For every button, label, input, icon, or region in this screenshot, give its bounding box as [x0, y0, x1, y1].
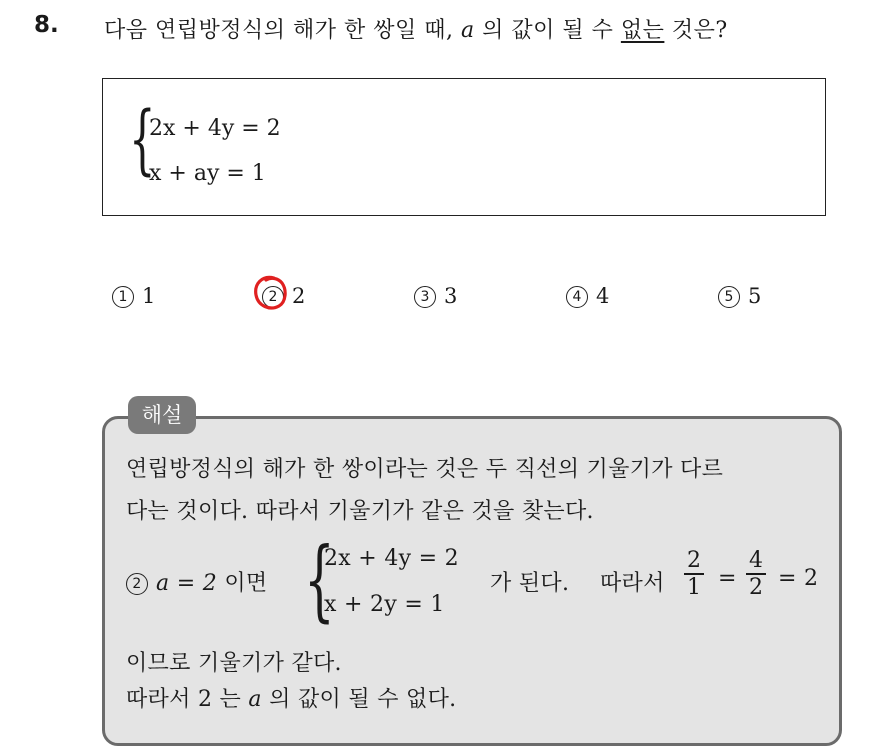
fraction-1: [684, 548, 704, 600]
choice-5[interactable]: [718, 284, 761, 308]
fraction-2-numerator: 4: [749, 548, 763, 573]
selected-answer-circle-icon: [252, 274, 288, 312]
fraction-1-denominator: 1: [687, 574, 701, 600]
choice-value-3: 3: [444, 284, 458, 308]
solution-line-1: 연립방정식의 해가 한 쌍이라는 것은 두 직선의 기울기가 다르: [126, 457, 724, 482]
fraction-2: [746, 548, 766, 600]
question-text-after: 것은?: [671, 18, 728, 43]
solution-therefore: 따라서: [600, 571, 665, 596]
solution-system-equation-1: 2x + 4y = 2: [324, 546, 459, 571]
question-text-mid: 의 값이 될 수: [482, 18, 614, 43]
system-equation-1: 2x + 4y = 2: [149, 116, 281, 141]
choice-mark-5: 5: [718, 286, 740, 308]
system-equation-2: x + ay = 1: [149, 161, 266, 186]
solution-line-4: 이므로 기울기가 같다.: [126, 651, 342, 676]
solution-case-result: 가 된다.: [490, 571, 570, 596]
choice-mark-1: 1: [112, 286, 134, 308]
solution-system-brace: {: [304, 528, 335, 631]
choice-mark-4: 4: [566, 286, 588, 308]
choice-mark-2: 2: [262, 286, 284, 308]
choice-3[interactable]: [414, 284, 457, 308]
system-brace: {: [129, 94, 156, 183]
question-emphasis: 없는: [620, 18, 665, 43]
solution-tag: 해설: [128, 396, 196, 434]
choice-1[interactable]: [112, 284, 155, 308]
question-text: [104, 13, 728, 44]
question-variable: a: [461, 18, 475, 43]
solution-case-word: 이면: [224, 571, 268, 596]
solution-case-mark: 2: [126, 573, 148, 595]
solution-case-cond: a = 2: [156, 571, 218, 596]
solution-line-5-end: 의 값이 될 수 없다.: [269, 687, 457, 712]
solution-line-5-start: 따라서 2 는: [126, 687, 242, 712]
choice-value-1: 1: [142, 284, 156, 308]
choice-mark-3: 3: [414, 286, 436, 308]
solution-line-5-variable: a: [248, 687, 262, 712]
solution-line-2: 다는 것이다. 따라서 기울기가 같은 것을 찾는다.: [126, 499, 594, 524]
question-number: 8.: [34, 12, 59, 38]
choice-value-5: 5: [748, 284, 762, 308]
solution-system-equation-2: x + 2y = 1: [324, 592, 445, 617]
fraction-1-numerator: 2: [687, 548, 701, 573]
fraction-equals: =: [718, 566, 737, 591]
solution-case-condition: [126, 566, 267, 597]
solution-line-5: [126, 682, 456, 713]
question-text-before: 다음 연립방정식의 해가 한 쌍일 때,: [104, 18, 454, 43]
fraction-2-denominator: 2: [749, 574, 763, 600]
choice-value-4: 4: [596, 284, 610, 308]
fraction-result: = 2: [778, 566, 819, 591]
choice-4[interactable]: [566, 284, 609, 308]
choice-value-2: 2: [292, 284, 306, 308]
equation-system-box: [102, 78, 826, 216]
